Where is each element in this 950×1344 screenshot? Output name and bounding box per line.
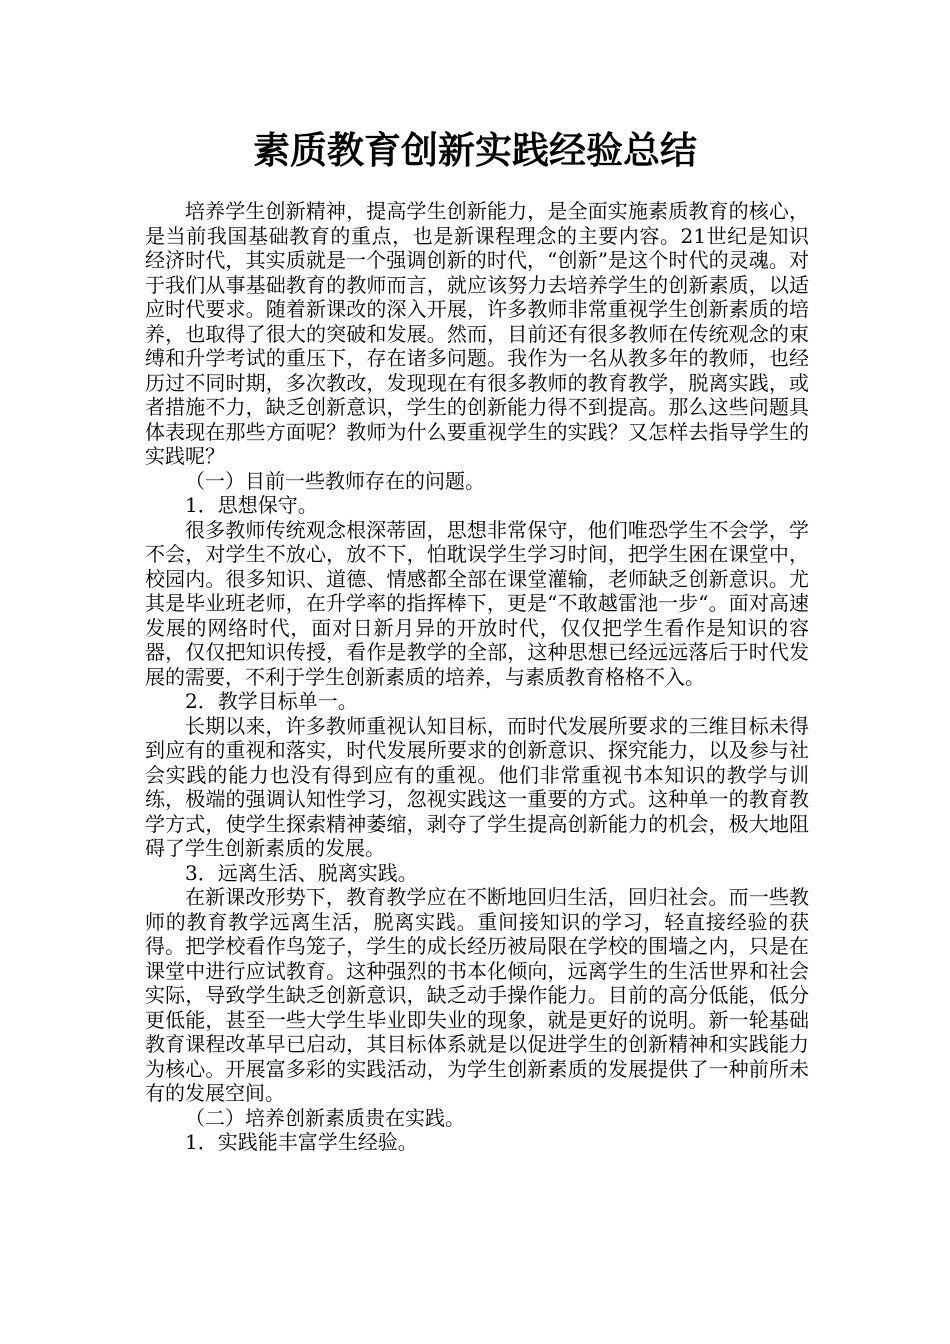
document-title: 素质教育创新实践经验总结 (253, 129, 697, 172)
paragraph-1-1: 很多教师传统观念根深蒂固，思想非常保守，他们唯恐学生不会学，学不会，对学生不放心，放不下，怕耽误学生学习时间，把学生困在课堂中，校园内。很多知识、道德、情感都全部在课堂灌输，老师缺乏创新意识。尤其是毕业班老师，在升学率的指挥棒下，更是“不敢越雷池一步“。面对高速发展的网络时代，面对日新月异的开放时代，仅仅把学生看作是知识的容器，仅仅把知识传授，看作是教学的全部，这种思想已经远远落后于时代发展的需要，不利于学生创新素质的培养，与素质教育格格不入。 (145, 517, 809, 689)
paragraph-intro: 培养学生创新精神，提高学生创新能力，是全面实施素质教育的核心，是当前我国基础教育的重点，也是新课程理念的主要内容。21世纪是知识经济时代，其实质就是一个强调创新的时代，“创新”是这个时代的灵魂。对于我们从事基础教育的教师而言，就应该努力去培养学生的创新素质，以适应时代要求。随着新课改的深入开展，许多教师非常重视学生创新素质的培养，也取得了很大的突破和发展。然而，目前还有很多教师在传统观念的束缚和升学考试的重压下，存在诸多问题。我作为一名从教多年的教师，也经历过不同时期，多次教改，发现现在有很多教师的教育教学，脱离实践，或者措施不力，缺乏创新意识，学生的创新能力得不到提高。那么这些问题具体表现在那些方面呢？教师为什么要重视学生的实践？又怎样去指导学生的实践呢？ (145, 199, 809, 468)
subheading-2-1: 1．实践能丰富学生经验。 (185, 1130, 418, 1154)
document-body (145, 199, 809, 1155)
paragraph-1-3: 在新课改形势下，教育教学应在不断地回归生活，回归社会。而一些教师的教育教学远离生活，脱离实践。重间接知识的学习，轻直接经验的获得。把学校看作鸟笼子，学生的成长经历被局限在学校的围墙之内，只是在课堂中进行应试教育。这种强烈的书本化倾向，远离学生的生活世界和社会实际，导致学生缺乏创新意识，缺乏动手操作能力。目前的高分低能，低分更低能，甚至一些大学生毕业即失业的现象，就是更好的说明。新一轮基础教育课程改革早已启动，其目标体系就是以促进学生的创新精神和实践能力为核心。开展富多彩的实践活动，为学生创新素质的发展提供了一种前所未有的发展空间。 (145, 885, 809, 1105)
section-heading-1: （一）目前一些教师存在的问题。 (185, 468, 485, 493)
section-heading-2: （二）培养创新素质贵在实践。 (185, 1105, 465, 1130)
subheading-1-1: 1．思想保守。 (185, 493, 318, 517)
subheading-1-2: 2．教学目标单一。 (185, 689, 358, 713)
subheading-1-3: 3．远离生活、脱离实践。 (185, 860, 418, 885)
paragraph-1-2: 长期以来，许多教师重视认知目标，而时代发展所要求的三维目标未得到应有的重视和落实，时代发展所要求的创新意识、探究能力，以及参与社会实践的能力也没有得到应有的重视。他们非常重视书本知识的教学与训练，极端的强调认知性学习，忽视实践这一重要的方式。这种单一的教育教学方式，使学生探索精神萎缩，剥夺了学生提高创新能力的机会，极大地阻碍了学生创新素质的发展。 (145, 713, 809, 860)
